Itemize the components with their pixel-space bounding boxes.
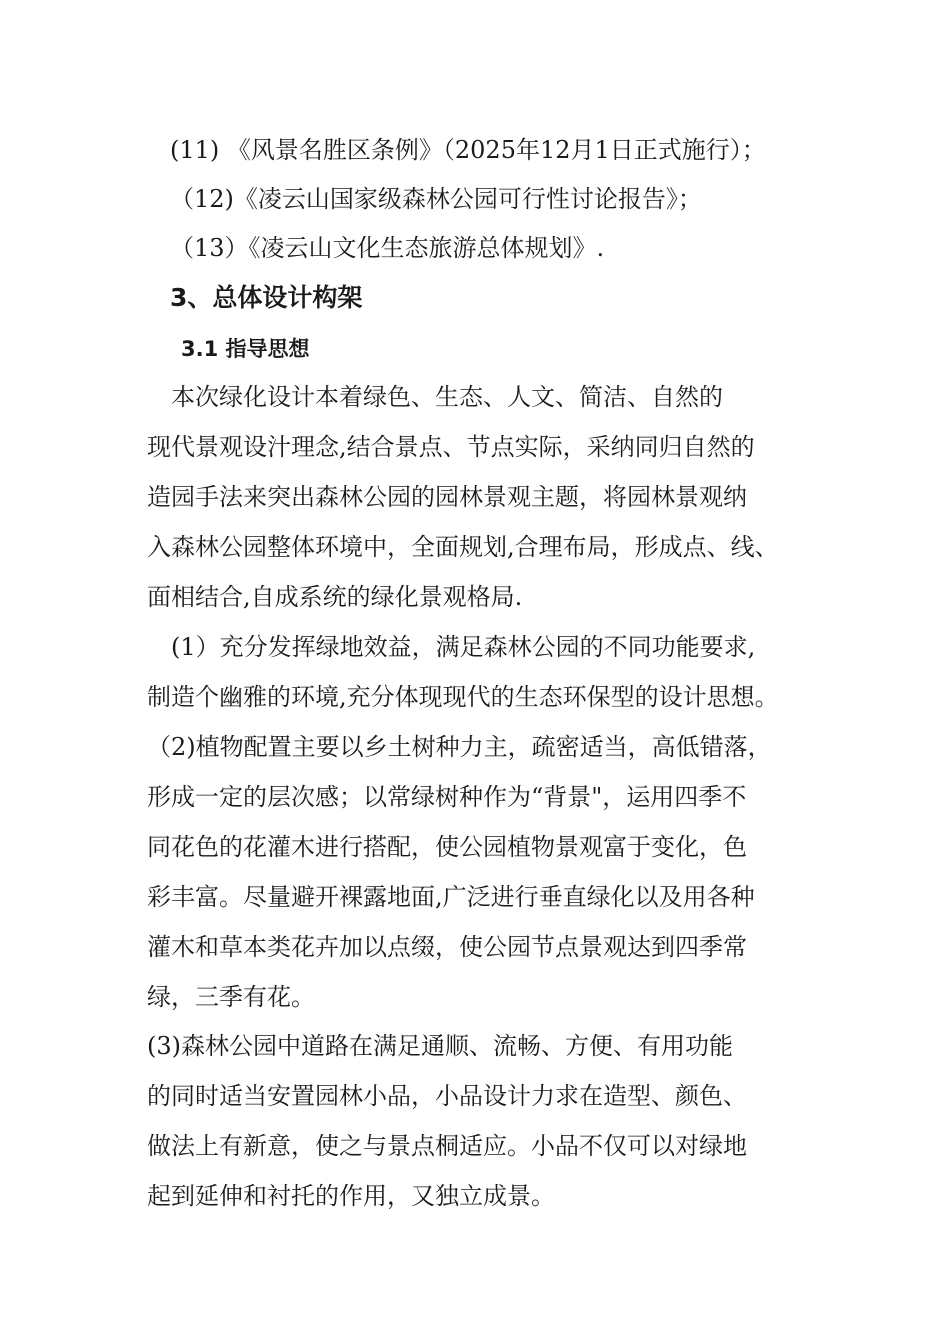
paragraph-line: (1）充分发挥绿地效益，满足森林公园的不同功能要求, bbox=[147, 633, 756, 661]
reference-item-13: （13）《凌云山文化生态旅游总体规划》. bbox=[170, 234, 605, 262]
section-heading: 3、总体设计构架 bbox=[170, 283, 363, 312]
paragraph-line: 造园手法来突出森林公园的园林景观主题，将园林景观纳 bbox=[147, 483, 747, 511]
paragraph-line: (3)森林公园中道路在满足通顺、流畅、方便、有用功能 bbox=[147, 1032, 733, 1060]
paragraph-line: 制造个幽雅的环境,充分体现现代的生态环保型的设计思想。 bbox=[147, 683, 779, 711]
reference-item-11: (11) 《风景名胜区条例》（2025年12月1日正式施行）； bbox=[170, 136, 766, 164]
paragraph-line: 入森林公园整体环境中，全面规划,合理布局，形成点、线、 bbox=[147, 533, 779, 561]
paragraph-line: 灌木和草本类花卉加以点缀，使公园节点景观达到四季常 bbox=[147, 933, 747, 961]
paragraph-line: 的同时适当安置园林小品，小品设计力求在造型、颜色、 bbox=[147, 1082, 747, 1110]
paragraph-line: 彩丰富。尽量避开裸露地面,广泛进行垂直绿化以及用各种 bbox=[147, 883, 755, 911]
paragraph-line: 形成一定的层次感；以常绿树种作为“背景"，运用四季不 bbox=[147, 783, 747, 811]
paragraph-line: 同花色的花灌木进行搭配，使公园植物景观富于变化，色 bbox=[147, 833, 747, 861]
subsection-heading: 3.1 指导思想 bbox=[181, 337, 310, 361]
paragraph-line: 起到延伸和衬托的作用，又独立成景。 bbox=[147, 1182, 555, 1210]
paragraph-line: 做法上有新意，使之与景点桐适应。小品不仅可以对绿地 bbox=[147, 1132, 747, 1160]
paragraph-line: 本次绿化设计本着绿色、生态、人文、简洁、自然的 bbox=[147, 383, 723, 411]
paragraph-line: 绿，三季有花。 bbox=[147, 983, 315, 1011]
paragraph-line: 现代景观设汁理念,结合景点、节点实际，采纳同归自然的 bbox=[147, 433, 755, 461]
paragraph-line: 面相结合,自成系统的绿化景观格局. bbox=[147, 583, 523, 611]
paragraph-line: （2)植物配置主要以乡土树种力主，疏密适当，高低错落， bbox=[147, 733, 772, 761]
reference-item-12: （12)《凌云山国家级森林公园可行性讨论报告》； bbox=[170, 185, 702, 213]
